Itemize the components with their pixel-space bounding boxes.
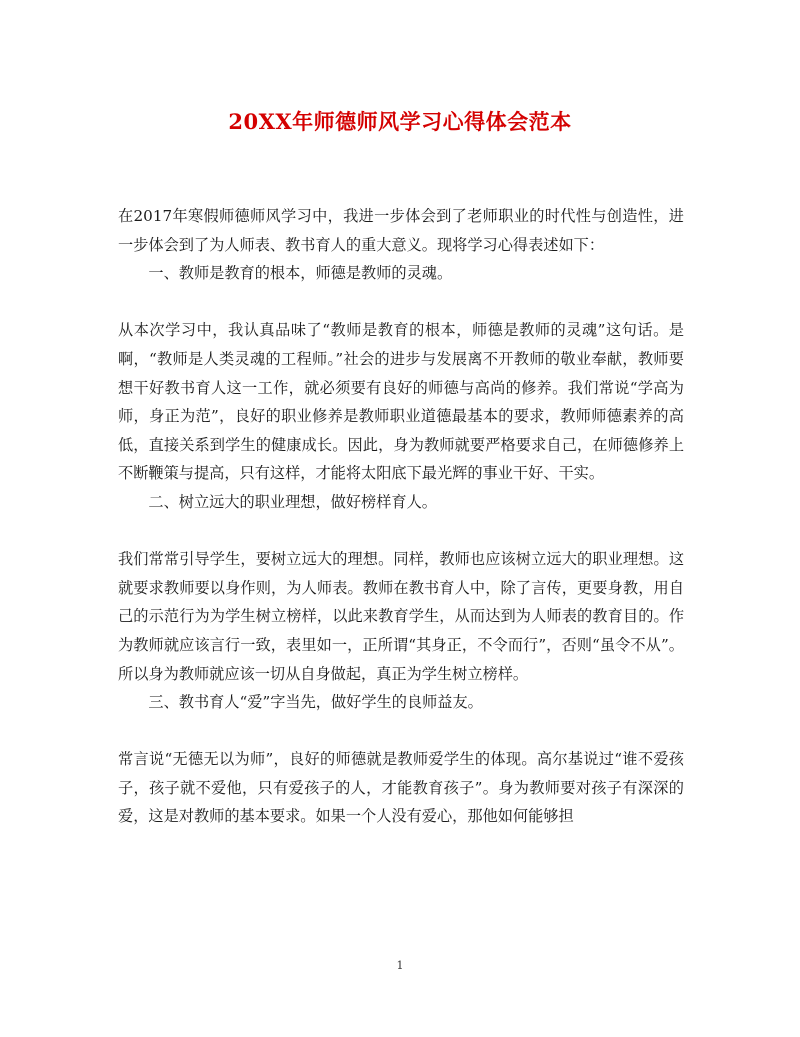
document-body — [118, 202, 684, 831]
paragraph-spacer — [118, 517, 684, 546]
section-3-body: 常言说“无德无以为师”，良好的师德就是教师爱学生的体现。高尔基说过“谁不爱孩子，孩子就不爱他，只有爱孩子的人，才能教育孩子”。身为教师要对孩子有深深的爱，这是对教师的基本要求。如果一个人没有爱心，那他如何能够担 — [118, 750, 684, 826]
intro-paragraph: 在2017年寒假师德师风学习中，我进一步体会到了老师职业的时代性与创造性，进一步体会到了为人师表、教书育人的重大意义。现将学习心得表述如下： — [118, 207, 684, 254]
paragraph-spacer — [118, 717, 684, 746]
page-number: 1 — [396, 959, 404, 972]
paragraph-spacer — [118, 288, 684, 317]
section-1-heading: 一、教师是教育的根本，师德是教师的灵魂。 — [148, 264, 453, 283]
section-3-heading: 三、教书育人“爱”字当先，做好学生的良师益友。 — [148, 693, 483, 712]
section-2-body: 我们常常引导学生，要树立远大的理想。同样，教师也应该树立远大的职业理想。这就要求教师要以身作则，为人师表。教师在教书育人中，除了言传，更要身教，用自己的示范行为为学生树立榜样，以此来教育学生，从而达到为人师表的教育目的。作为教师就应该言行一致，表里如一，正所谓“其身正，不令而行”，否则“虽令不从”。所以身为教师就应该一切从自身做起，真正为学生树立榜样。 — [118, 550, 684, 683]
document-title: 20XX年师德师风学习心得体会范本 — [228, 109, 572, 134]
section-2-heading: 二、树立远大的职业理想，做好榜样育人。 — [148, 492, 437, 511]
section-1-body: 从本次学习中，我认真品味了“教师是教育的根本，师德是教师的灵魂”这句话。是啊，“教师是人类灵魂的工程师。”社会的进步与发展离不开教师的敬业奉献，教师要想干好教书育人这一工作，就必须要有良好的师德与高尚的修养。我们常说“学高为师，身正为范”，良好的职业修养是教师职业道德最基本的要求，教师师德素养的高低，直接关系到学生的健康成长。因此，身为教师就要严格要求自己，在师德修养上不断鞭策与提高，只有这样，才能将太阳底下最光辉的事业干好、干实。 — [118, 321, 684, 483]
